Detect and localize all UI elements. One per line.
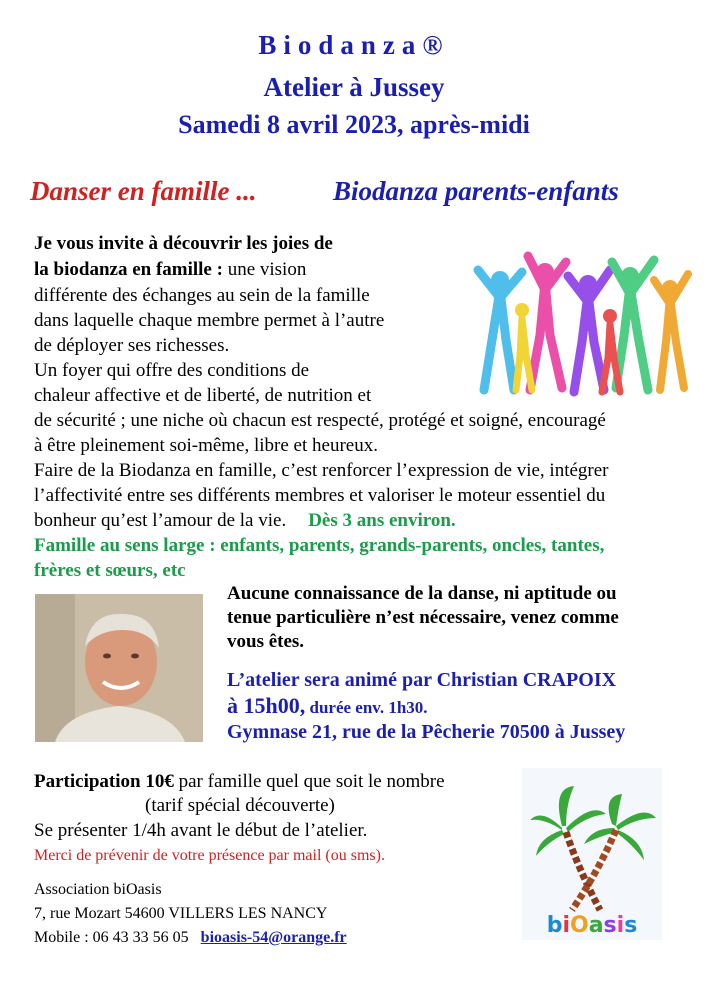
intro-line-12-text: bonheur qu’est l’amour de la vie. <box>34 510 287 531</box>
intro-line-1: Je vous invite à découvrir les joies de <box>34 233 333 254</box>
intro-line-11: l’affectivité entre ses différents membres et valoriser le moteur essentiel du <box>34 485 606 506</box>
intro-rest: une vision <box>222 259 307 280</box>
nodance-line-3: vous êtes. <box>227 631 305 652</box>
session-duration: durée env. 1h30. <box>305 698 428 717</box>
intro-line-8: de sécurité ; une niche où chacun est respecté, protégé et soigné, encouragé <box>34 410 606 431</box>
nodance-line-2: tenue particulière n’est nécessaire, venez comme <box>227 607 619 628</box>
facilitator-photo <box>35 594 203 742</box>
session-place: Gymnase 21, rue de la Pêcherie 70500 à Jussey <box>227 721 626 743</box>
bioasis-logo <box>522 768 662 940</box>
intro-line-4: dans laquelle chaque membre permet à l’autre <box>34 310 385 331</box>
intro-line-6: Un foyer qui offre des conditions de <box>34 360 310 381</box>
nodance-line-1: Aucune connaissance de la danse, ni aptitude ou <box>227 583 617 604</box>
price-line <box>34 770 445 794</box>
intro-line-7: chaleur affective et de liberté, de nutrition et <box>34 385 372 406</box>
contact-address: 7, rue Mozart 54600 VILLERS LES NANCY <box>34 905 328 922</box>
tagline-right: Biodanza parents-enfants <box>333 176 619 206</box>
notice-text: Merci de prévenir de votre présence par mail (ou sms). <box>34 847 385 864</box>
price-rest: par famille quel que soit le nombre <box>173 771 445 792</box>
session-time: à 15h00, <box>227 693 306 718</box>
tagline-left: Danser en famille ... <box>30 176 257 206</box>
price-label: Participation 10€ <box>34 771 174 792</box>
price-special: (tarif spécial découverte) <box>145 795 335 816</box>
svg-text:biOasis: biOasis <box>546 913 638 938</box>
intro-line-2 <box>34 258 306 282</box>
family-line-1: Famille au sens large : enfants, parents, grands-parents, oncles, tantes, <box>34 535 605 556</box>
contact-org: Association biOasis <box>34 881 162 898</box>
session-time-line <box>227 694 428 720</box>
intro-line-12 <box>34 509 456 533</box>
event-title: Atelier à Jussey <box>263 72 445 102</box>
intro-line-10: Faire de la Biodanza en famille, c’est renforcer l’expression de vie, intégrer <box>34 460 609 481</box>
intro-bold: la biodanza en famille : <box>34 259 223 280</box>
age-note: Dès 3 ans environ. <box>308 510 456 531</box>
dancers-illustration <box>470 250 692 400</box>
family-line-2: frères et sœurs, etc <box>34 560 186 581</box>
contact-line <box>34 926 347 950</box>
contact-email-link[interactable]: bioasis-54@orange.fr <box>200 929 347 946</box>
brand-title: Biodanza® <box>258 30 450 60</box>
event-date: Samedi 8 avril 2023, après-midi <box>178 110 530 139</box>
arrive-note: Se présenter 1/4h avant le début de l’atelier. <box>34 820 368 841</box>
session-host: L’atelier sera animé par Christian CRAPOIX <box>227 669 617 691</box>
contact-phone: Mobile : 06 43 33 56 05 <box>34 929 189 946</box>
intro-line-3: différente des échanges au sein de la famille <box>34 285 370 306</box>
intro-line-9: à être pleinement soi-même, libre et heureux. <box>34 435 378 456</box>
intro-line-5: de déployer ses richesses. <box>34 335 230 356</box>
